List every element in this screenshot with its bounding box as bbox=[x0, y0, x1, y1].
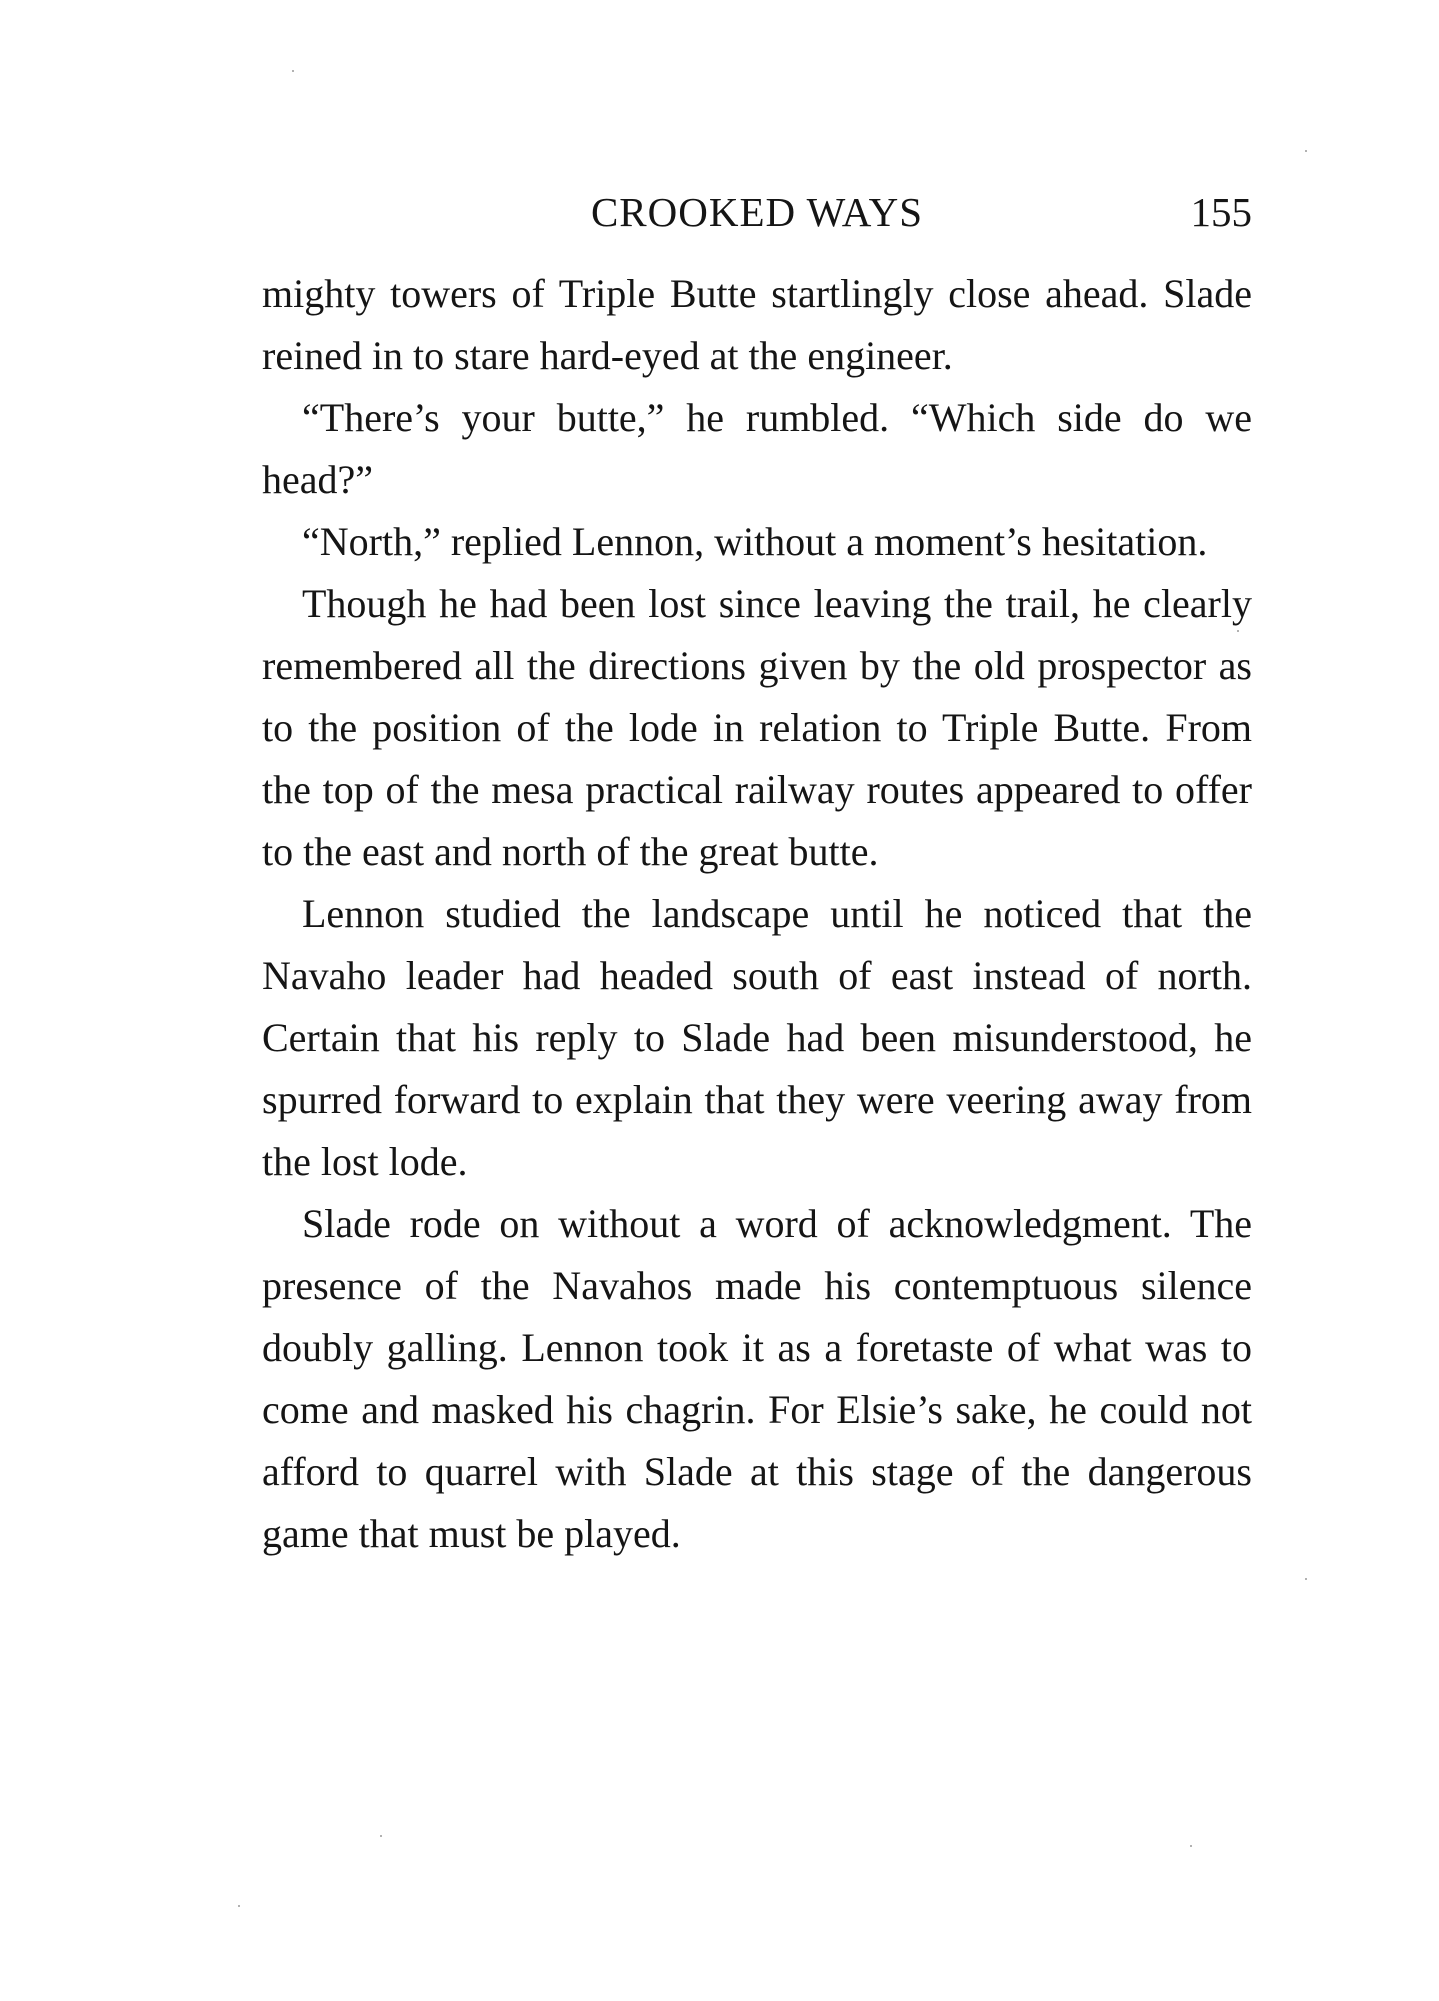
paragraph: Slade rode on without a word of acknowledgment. The presence of the Navahos made his contemptuous silence doubly galling. Lennon took it as a foretaste of what was to come and masked his chagrin. For Elsie’s sake, he could not afford to quarrel with Slade at this stage of the dangerous game that must be played. bbox=[262, 1201, 1252, 1556]
scan-speck bbox=[380, 1835, 382, 1837]
scan-speck bbox=[1305, 1578, 1307, 1580]
scan-speck bbox=[1305, 150, 1307, 152]
page-number: 155 bbox=[1190, 189, 1252, 235]
running-title: CROOKED WAYS bbox=[590, 189, 924, 235]
paragraph: Though he had been lost since leaving the trail, he clearly remembered all the directions given by the old prospector as to the position of the lode in relation to Triple Butte. From the top of the mesa practical railway routes appeared to offer to the east and north of the great butte. bbox=[262, 581, 1252, 874]
scan-speck bbox=[1237, 630, 1239, 632]
scan-speck bbox=[238, 1905, 240, 1907]
running-header bbox=[262, 188, 1252, 238]
paragraph: “North,” replied Lennon, without a moment’s hesitation. bbox=[302, 519, 1208, 564]
paragraph-continued: mighty towers of Triple Butte startlingly close ahead. Slade reined in to stare hard-eyed at the engineer. bbox=[262, 271, 1252, 378]
scan-speck bbox=[292, 70, 294, 72]
paragraph: Lennon studied the landscape until he noticed that the Navaho leader had headed south of east instead of north. Certain that his reply to Slade had been misunderstood, he spurred forward to explain that they were veering away from the lost lode. bbox=[262, 891, 1252, 1184]
paragraph: “There’s your butte,” he rumbled. “Which side do we head?” bbox=[262, 395, 1252, 502]
body-text bbox=[262, 263, 1252, 1565]
scan-speck bbox=[1190, 1845, 1192, 1847]
